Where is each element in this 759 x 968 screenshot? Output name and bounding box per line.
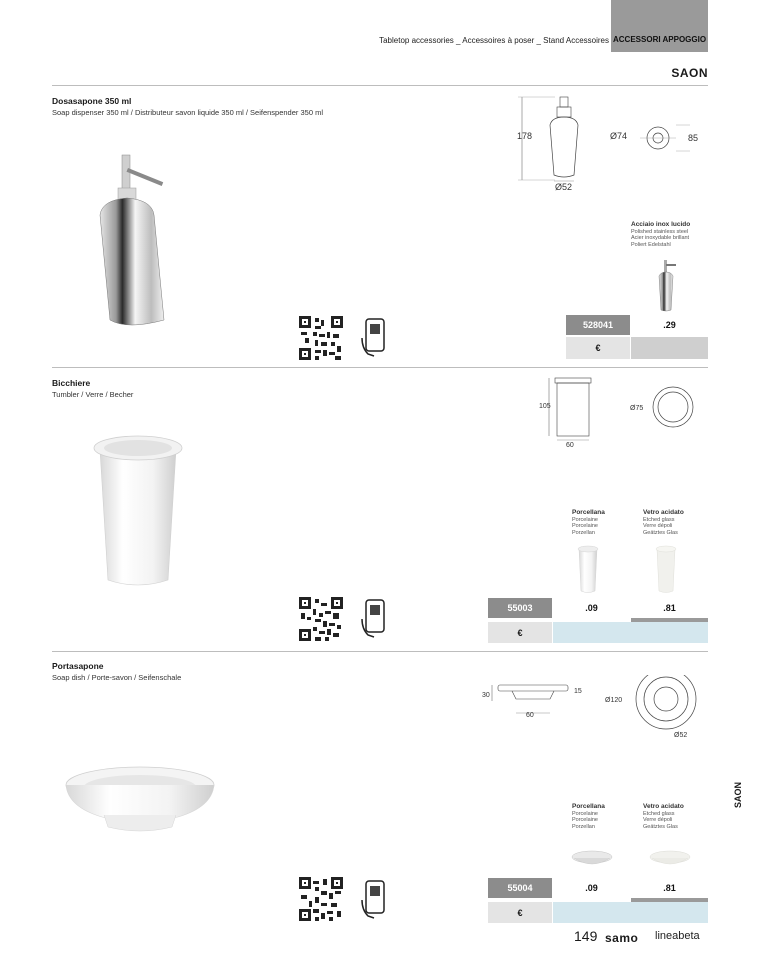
product-description: Soap dish / Porte-savon / Seifenschale [52, 673, 182, 682]
dim-base-diameter: Ø52 [555, 182, 573, 192]
brand-line: lineabeta [655, 930, 700, 942]
finish-code-suffix: .81 [663, 603, 676, 613]
tumbler-photo [88, 430, 188, 595]
finish-code-suffix: .09 [585, 883, 598, 893]
qr-code-icon[interactable] [299, 877, 343, 921]
finish-translation: Porcelaine [572, 517, 598, 523]
currency-label: € [488, 622, 552, 643]
finish-translation: Verre dépoli [643, 523, 673, 530]
price-cell [553, 622, 708, 643]
price-separator [631, 898, 708, 902]
category-label: ACCESSORI APPOGGIO [613, 35, 707, 44]
phone-qr-icon[interactable] [360, 318, 390, 358]
phone-qr-icon[interactable] [360, 599, 390, 639]
price-cell [553, 902, 708, 923]
dim-depth: 85 [688, 133, 699, 143]
finish-translation: Porcelaine [572, 523, 598, 530]
porcelain-tumbler-thumbnail [576, 545, 600, 595]
category-tab [611, 0, 708, 52]
finish-name: Vetro acidato [643, 803, 684, 810]
dim-inner-diameter: Ø52 [674, 732, 688, 739]
dispenser-dimensions-drawing [510, 95, 710, 200]
finish-translation: Etched glass [643, 811, 675, 817]
dim-rim: 15 [574, 688, 582, 695]
breadcrumb: Tabletop accessories _ Accessoires à poser _ Stand Accessoires [379, 36, 609, 45]
product-title: Dosasapone 350 ml [52, 96, 132, 106]
brand-logo: samo [605, 931, 639, 945]
product-title: Bicchiere [52, 378, 91, 388]
finish-translation: Porzellan [572, 529, 595, 536]
product-description: Soap dispenser 350 ml / Distributeur savon liquide 350 ml / Seifenspender 350 ml [52, 108, 323, 117]
dim-diameter: Ø75 [630, 405, 644, 412]
finish-code-suffix: .29 [663, 320, 676, 330]
currency-label: € [488, 902, 552, 923]
series-title: SAON [671, 66, 708, 80]
dim-height: 178 [517, 131, 533, 141]
qr-code-icon[interactable] [299, 597, 343, 641]
dim-width: 60 [566, 442, 574, 449]
etched-glass-soap-dish-thumbnail [648, 848, 692, 874]
phone-qr-icon[interactable] [360, 880, 390, 920]
dim-width: 60 [526, 712, 534, 719]
finish-name: Porcellana [572, 803, 605, 810]
dispenser-thumbnail [656, 258, 678, 312]
product-code: 528041 [566, 315, 630, 335]
product-code: 55004 [488, 878, 552, 898]
finish-translation: Poliert Edelstahl [631, 241, 671, 248]
side-series-tab: SAON [733, 781, 743, 808]
dim-height: 105 [539, 403, 551, 410]
dim-top-diameter: Ø74 [610, 131, 628, 141]
page-number: 149 [574, 928, 598, 944]
tumbler-dimensions-drawing [535, 374, 710, 454]
price-cell [631, 337, 708, 359]
soap-dispenser-photo [92, 150, 182, 330]
finish-code-suffix: .09 [585, 603, 598, 613]
price-separator [631, 618, 708, 622]
product-code: 55003 [488, 598, 552, 618]
finish-name: Vetro acidato [643, 509, 684, 516]
dim-height: 30 [482, 692, 490, 699]
finish-translation: Acier inoxydable brillant [631, 235, 690, 242]
currency-label: € [566, 337, 630, 359]
finish-translation: Geätztes Glas [643, 529, 678, 536]
finish-translation: Geätztes Glas [643, 823, 678, 830]
product-description: Tumbler / Verre / Becher [52, 390, 134, 399]
finish-translation: Etched glass [643, 517, 675, 523]
divider [52, 651, 708, 652]
porcelain-soap-dish-thumbnail [570, 848, 614, 874]
finish-translation: Verre dépoli [643, 817, 673, 824]
dim-outer-diameter: Ø120 [605, 697, 623, 704]
finish-translation: Porcelaine [572, 817, 598, 824]
divider [52, 85, 708, 86]
finish-code-suffix: .81 [663, 883, 676, 893]
finish-name: Acciaio inox lucido [631, 221, 691, 228]
soap-dish-photo [62, 755, 217, 845]
product-title: Portasapone [52, 661, 104, 671]
etched-glass-tumbler-thumbnail [654, 545, 678, 595]
divider [52, 367, 708, 368]
finish-translation: Polished stainless steel [631, 229, 689, 235]
finish-name: Porcellana [572, 509, 605, 516]
qr-code-icon[interactable] [299, 316, 343, 360]
finish-translation: Porzellan [572, 823, 595, 830]
finish-translation: Porcelaine [572, 811, 598, 817]
